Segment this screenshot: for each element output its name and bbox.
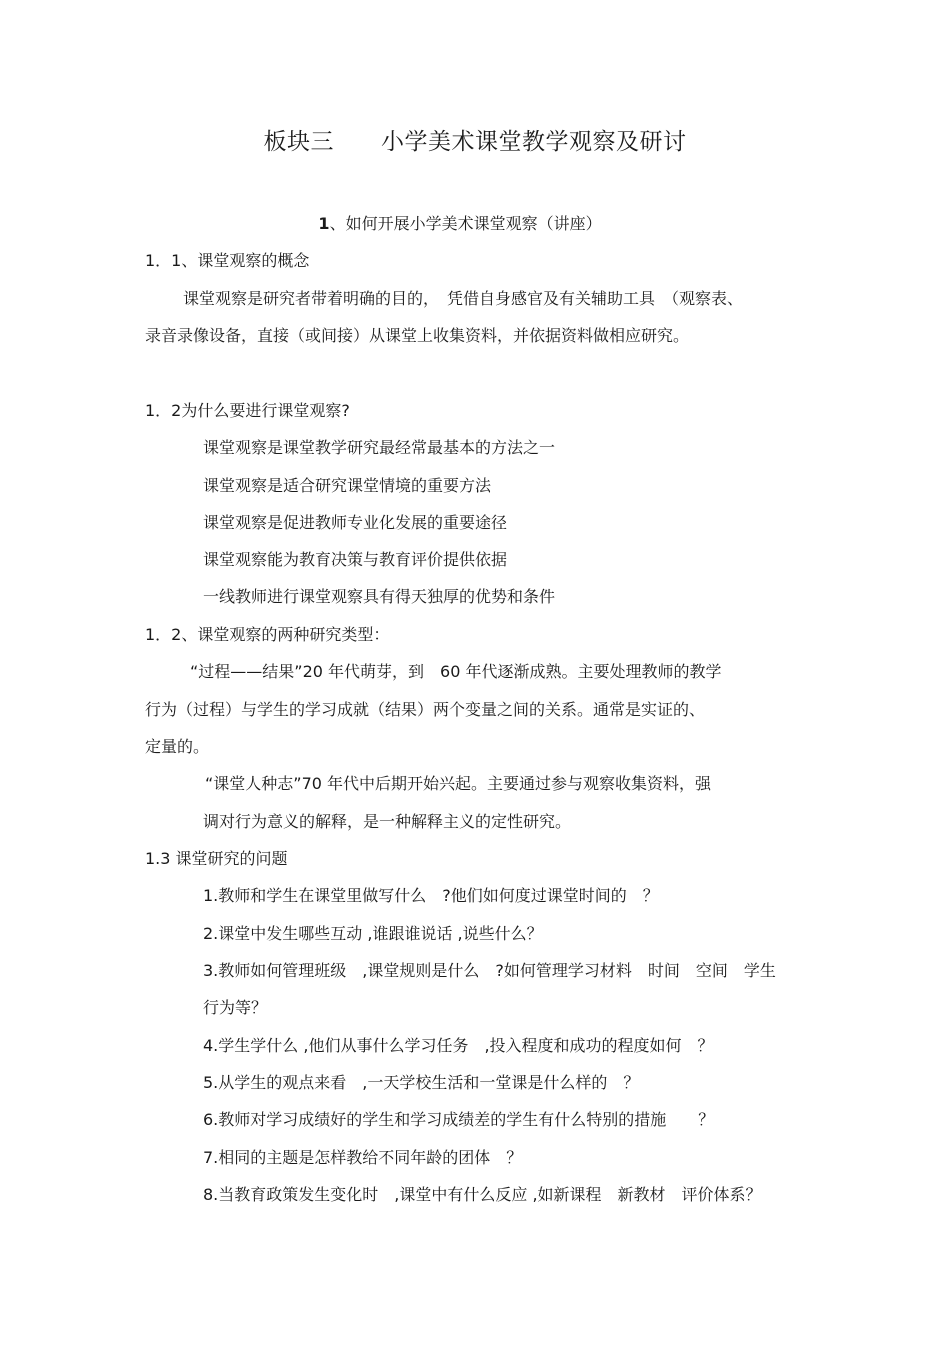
- subheading-research-types: 1．2、课堂观察的两种研究类型：: [145, 625, 390, 644]
- list-item: 4.学生学什么 ,他们从事什么学习任务 ,投入程度和成功的程度如何 ？: [203, 1036, 714, 1055]
- paragraph-line: “课堂人种志”70 年代中后期开始兴起。主要通过参与观察收集资料，强: [205, 774, 712, 793]
- paragraph-line: 课堂观察是研究者带着明确的目的， 凭借自身感官及有关辅助工具 （观察表、: [183, 289, 744, 308]
- list-item-continuation: 行为等？: [203, 998, 268, 1017]
- subheading-1-2: 1．2为什么要进行课堂观察?: [145, 401, 350, 420]
- list-item: 8.当教育政策发生变化时 ,课堂中有什么反应 ,如新课程 新教材 评价体系？: [203, 1185, 762, 1204]
- list-item: 7.相同的主题是怎样教给不同年龄的团体 ？: [203, 1148, 523, 1167]
- section-heading: [0, 214, 920, 234]
- subheading-1-1: 1．1、课堂观察的概念: [145, 251, 310, 270]
- paragraph-line: 录音录像设备，直接（或间接）从课堂上收集资料，并依据资料做相应研究。: [145, 326, 690, 345]
- list-item: 2.课堂中发生哪些互动 ,谁跟谁说话 ,说些什么？: [203, 924, 543, 943]
- document-title: 板块三 小学美术课堂教学观察及研讨: [263, 129, 687, 155]
- list-item: 一线教师进行课堂观察具有得天独厚的优势和条件: [203, 587, 556, 606]
- section-number: 1: [318, 214, 330, 233]
- subheading-1-3: 1.3 课堂研究的问题: [145, 849, 288, 868]
- list-item: 课堂观察能为教育决策与教育评价提供依据: [203, 550, 508, 569]
- list-item: 1.教师和学生在课堂里做写什么 ?他们如何度过课堂时间的 ？: [203, 886, 659, 905]
- paragraph-line: 行为（过程）与学生的学习成就（结果）两个变量之间的关系。通常是实证的、: [145, 700, 706, 719]
- list-item: 课堂观察是课堂教学研究最经常最基本的方法之一: [203, 438, 556, 457]
- list-item: 6.教师对学习成绩好的学生和学习成绩差的学生有什么特别的措施 ？: [203, 1110, 715, 1129]
- list-item: 课堂观察是促进教师专业化发展的重要途径: [203, 513, 508, 532]
- paragraph-line: “过程——结果”20 年代萌芽，到 60 年代逐渐成熟。主要处理教师的教学: [190, 662, 722, 681]
- list-item: 5.从学生的观点来看 ,一天学校生活和一堂课是什么样的 ？: [203, 1073, 640, 1092]
- paragraph-line: 定量的。: [145, 737, 210, 756]
- section-heading-text: 、如何开展小学美术课堂观察（讲座）: [329, 214, 602, 233]
- list-item: 课堂观察是适合研究课堂情境的重要方法: [203, 476, 492, 495]
- paragraph-line: 调对行为意义的解释，是一种解释主义的定性研究。: [203, 812, 572, 831]
- list-item: 3.教师如何管理班级 ,课堂规则是什么 ?如何管理学习材料 时间 空间 学生: [203, 961, 776, 980]
